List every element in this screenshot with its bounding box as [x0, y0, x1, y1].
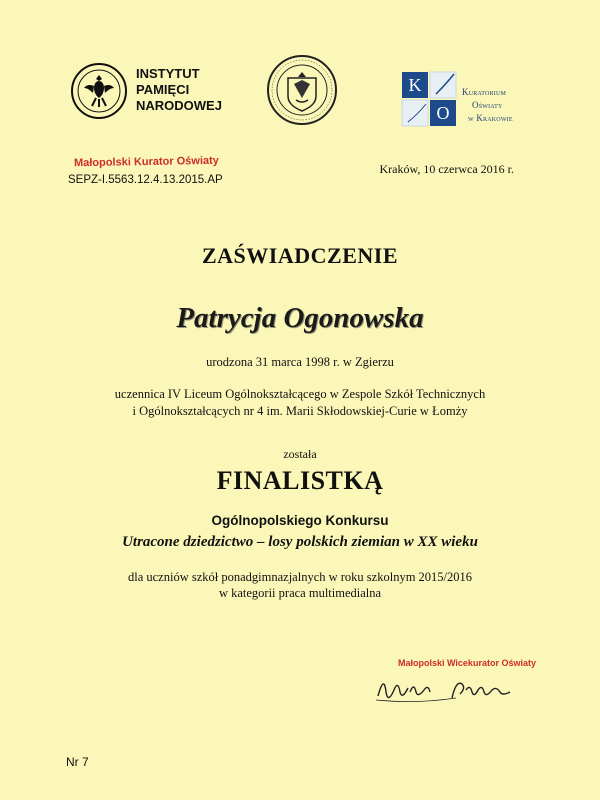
- kuratorium-line3: w Krakowie: [468, 113, 513, 123]
- contest-title: Utracone dziedzictwo – losy polskich ziemian w XX wieku: [122, 534, 478, 550]
- category-line1: dla uczniów szkół ponadgimnazjalnych w roku szkolnym 2015/2016: [127, 570, 473, 584]
- kuratorium-letter-o: O: [436, 103, 450, 123]
- ipn-line2: PAMIĘCI: [136, 82, 190, 97]
- became-text: została: [283, 447, 317, 461]
- document-number: Nr 7: [66, 755, 89, 769]
- ipn-line3: NARODOWEJ: [136, 98, 222, 113]
- school-line1: uczennica IV Liceum Ogólnokształcącego w Zespole Szkół Technicznych: [114, 387, 486, 401]
- kuratorium-letter-k: K: [408, 75, 422, 95]
- signature-icon: [372, 668, 522, 708]
- kuratorium-logo: [400, 70, 590, 132]
- vice-kurator-stamp: Małopolski Wicekurator Oświaty: [398, 658, 536, 668]
- kurator-stamp: Małopolski Kurator Oświaty: [73, 154, 219, 170]
- birth-info: urodzona 31 marca 1998 r. w Zgierzu: [206, 355, 394, 369]
- kuratorium-line2: Oświaty: [472, 100, 503, 110]
- ipn-name: [136, 66, 222, 114]
- category-line2: w kategorii praca multimedialna: [218, 586, 382, 600]
- certificate-title: ZAŚWIADCZENIE: [202, 243, 398, 268]
- category-info: [0, 569, 600, 601]
- kuratorium-name: [462, 86, 513, 125]
- ipn-line1: INSTYTUT: [136, 66, 200, 81]
- kuratorium-line1: Kuratorium: [462, 87, 507, 97]
- school-info: [0, 386, 600, 420]
- issue-date: Kraków, 10 czerwca 2016 r.: [379, 162, 514, 176]
- contest-name: Ogólnopolskiego Konkursu: [211, 513, 389, 528]
- ipn-logo: [70, 62, 240, 122]
- polish-landowners-society-emblem-icon: [266, 54, 338, 126]
- ipn-eagle-icon: [70, 62, 128, 120]
- school-line2: i Ogólnokształcących nr 4 im. Marii Skłodowskiej-Curie w Łomży: [132, 404, 468, 418]
- kuratorium-logo-icon: [400, 70, 464, 130]
- recipient-name: Patrycja Ogonowska: [176, 302, 424, 334]
- reference-number: SEPZ-I.5563.12.4.13.2015.AP: [68, 174, 223, 186]
- result-title: FINALISTKĄ: [216, 466, 384, 495]
